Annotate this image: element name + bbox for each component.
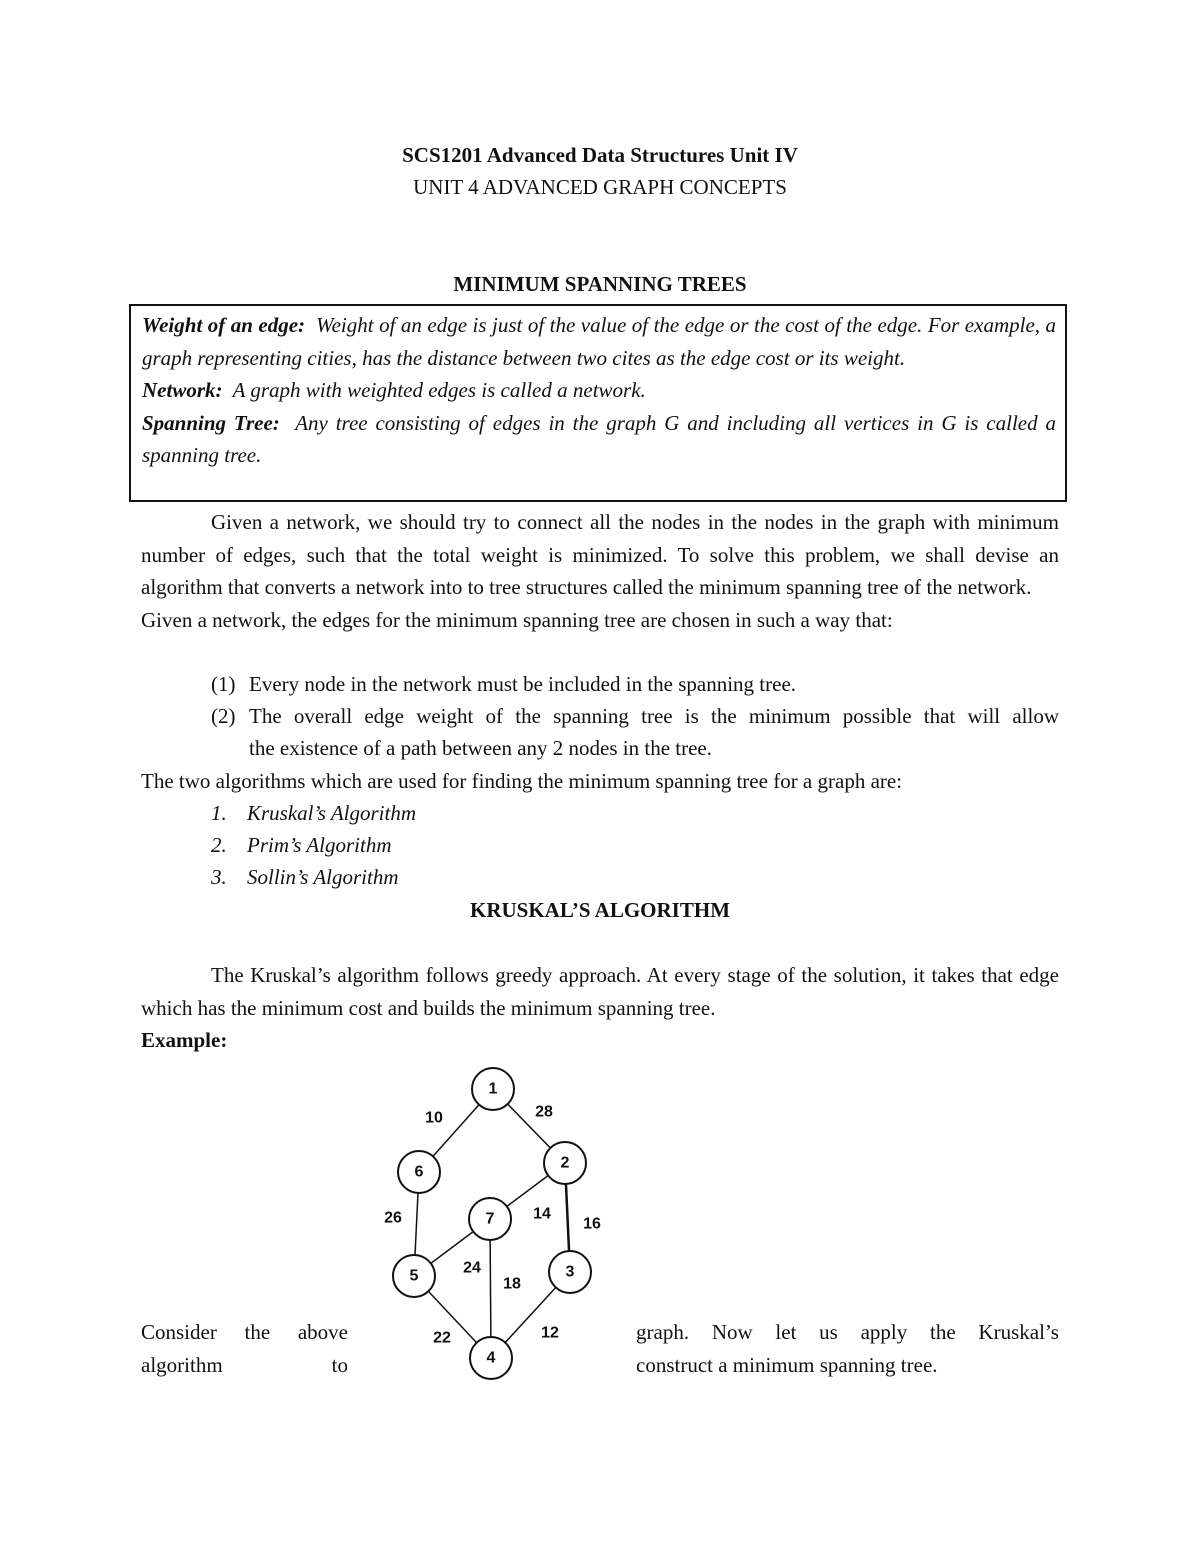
graph-node-4 [470, 1337, 512, 1379]
node-label: 6 [414, 1163, 424, 1181]
edge-weight-label: 24 [463, 1259, 481, 1277]
word: the [930, 1320, 956, 1344]
kruskal-heading: KRUSKAL’S ALGORITHM [469, 898, 731, 922]
word: the [244, 1320, 271, 1344]
word: to [331, 1353, 348, 1377]
word: apply [860, 1320, 908, 1344]
condition-text-continued: the existence of a path between any 2 nodes in the tree. [249, 736, 712, 760]
definition-text: Weight of an edge is just of the value of the edge or the cost of the edge. For example, a graph representing cities, has the distance between two cites as the edge cost or its weight. [142, 313, 1057, 370]
word: let [775, 1320, 797, 1344]
algorithm-number: 1. [211, 801, 227, 825]
kruskal-paragraph: The Kruskal’s algorithm follows greedy approach. At every stage of the solution, it takes that edge which has the minimum cost and builds the minimum spanning tree. [141, 963, 1059, 1020]
edge-weight-label: 12 [541, 1324, 559, 1342]
graph-node-6 [398, 1151, 440, 1193]
edge-weight-label: 28 [535, 1103, 553, 1121]
condition-text: Every node in the network must be included in the spanning tree. [249, 672, 797, 696]
word: algorithm [141, 1353, 223, 1377]
mst-heading: MINIMUM SPANNING TREES [453, 272, 747, 296]
node-label: 7 [485, 1210, 495, 1228]
unit-title: UNIT 4 ADVANCED GRAPH CONCEPTS [413, 175, 787, 199]
node-label: 2 [560, 1154, 570, 1172]
algorithms-intro: The two algorithms which are used for finding the minimum spanning tree for a graph are: [141, 769, 903, 793]
edge-weight-label: 10 [425, 1109, 443, 1127]
word: Now [711, 1320, 753, 1344]
algorithm-name: Kruskal’s Algorithm [247, 801, 417, 825]
edge-weight-label: 26 [384, 1209, 402, 1227]
definition-text: A graph with weighted edges is called a network. [232, 378, 646, 402]
condition-number: (2) [211, 704, 236, 728]
graph-nodes [393, 1068, 591, 1379]
node-label: 5 [409, 1267, 419, 1285]
edge-weight-label: 14 [533, 1205, 551, 1223]
word: Consider [141, 1320, 217, 1344]
graph-node-2 [544, 1142, 586, 1184]
node-label: 1 [488, 1080, 498, 1098]
edge-weight-label: 16 [583, 1215, 601, 1233]
wrap-text-right-line2: construct a minimum spanning tree. [636, 1353, 938, 1377]
condition-number: (1) [211, 672, 236, 696]
edge-weight-label: 22 [433, 1329, 451, 1347]
graph-node-1 [472, 1068, 514, 1110]
graph-node-5 [393, 1255, 435, 1297]
algorithm-name: Sollin’s Algorithm [247, 865, 399, 889]
definition-text: Any tree consisting of edges in the graph G and including all vertices in G is called a spanning tree. [142, 410, 1056, 467]
edge-weight-label: 18 [503, 1275, 521, 1293]
condition-text: The overall edge weight of the spanning tree is the minimum possible that will allow [249, 704, 1059, 728]
algorithm-number: 2. [211, 833, 227, 857]
conditions-intro: Given a network, the edges for the minimum spanning tree are chosen in such a way that: [141, 607, 893, 632]
word: graph. [636, 1320, 690, 1344]
algorithm-name: Prim’s Algorithm [247, 833, 392, 857]
node-label: 3 [565, 1263, 575, 1281]
definition-term: Weight of an edge: [142, 313, 306, 337]
node-label: 4 [486, 1349, 496, 1367]
example-label: Example: [141, 1028, 228, 1052]
word: above [297, 1320, 348, 1344]
graph-node-7 [469, 1198, 511, 1240]
graph-node-3 [549, 1251, 591, 1293]
course-title: SCS1201 Advanced Data Structures Unit IV [402, 143, 798, 167]
word: Kruskal’s [978, 1320, 1059, 1344]
word: us [819, 1320, 838, 1344]
definition-term: Spanning Tree: [142, 410, 280, 435]
algorithm-number: 3. [211, 865, 227, 889]
intro-paragraph: Given a network, we should try to connect all the nodes in the nodes in the graph with minimum number of edges, such that the total weight is minimized. To solve this problem, we shall devise an algorithm that converts a network into to tree structures called the minimum spanning tree of the network. [141, 510, 1059, 599]
definition-term: Network: [142, 378, 223, 402]
